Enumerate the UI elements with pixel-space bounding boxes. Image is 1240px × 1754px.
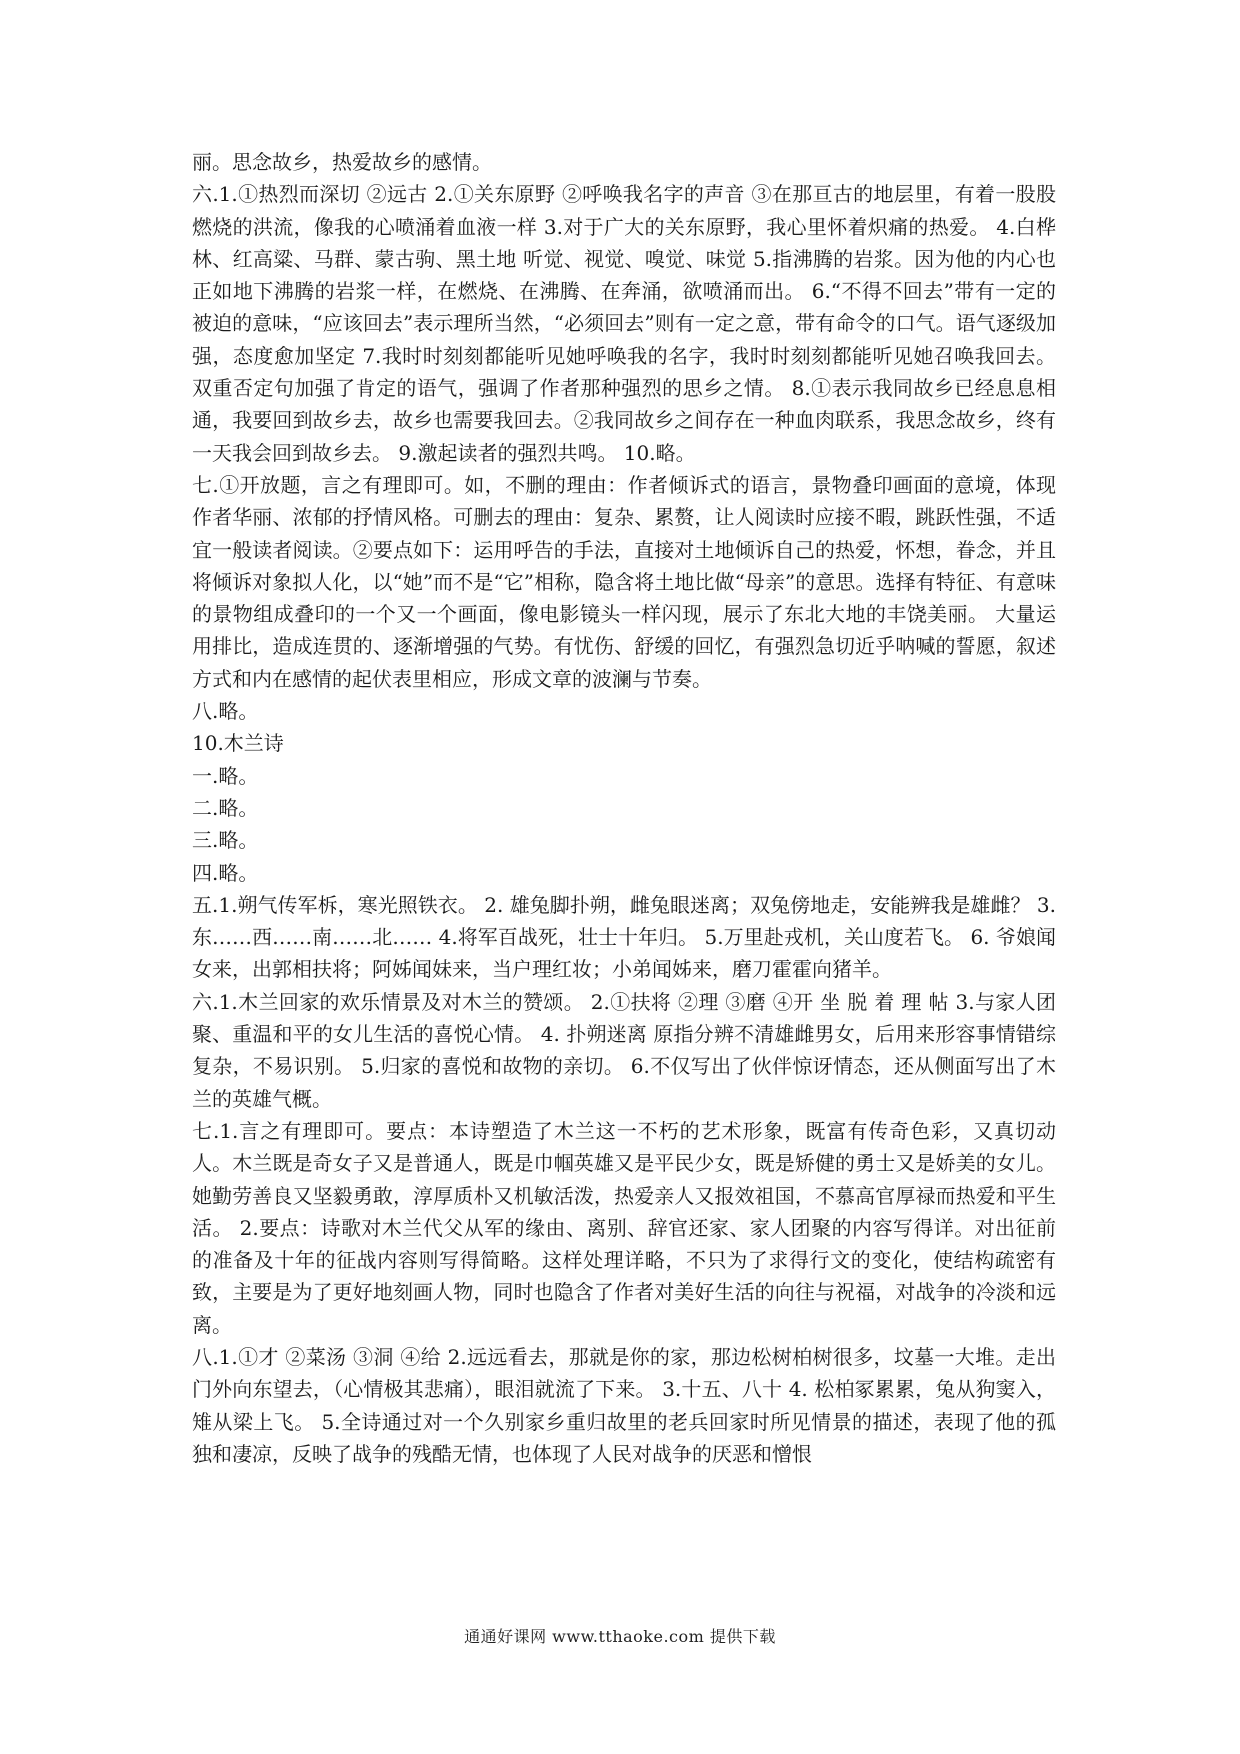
paragraph-mulan-3: 三.略。 xyxy=(192,828,259,853)
paragraph-section-7: 七.①开放题，言之有理即可。如，不删的理由：作者倾诉式的语言，景物叠印画面的意境，体现作者华丽、浓郁的抒情风格。可删去的理由：复杂、累赘，让人阅读时应接不暇，跳跃性强，不适宜一般读者阅读。②要点如下：运用呼告的手法，直接对土地倾诉自己的热爱，怀想，眷念，并且将倾诉对象拟人化，以“她”而不是“它”相称，隐含将土地比做“母亲”的意思。选择有特征、有意味的景物组成叠印的一个又一个画面，像电影镜头一样闪现，展示了东北大地的丰饶美丽。 大量运用排比，造成连贯的、逐渐增强的气势。有忧伤、舒缓的回忆，有强烈急切近乎呐喊的誓愿，叙述方式和内在感情的起伏表里相应，形成文章的波澜与节奏。 xyxy=(192,472,1056,691)
paragraph-mulan-7: 七.1.言之有理即可。要点：本诗塑造了木兰这一不朽的艺术形象，既富有传奇色彩，又真切动人。木兰既是奇女子又是普通人，既是巾帼英雄又是平民少女，既是矫健的勇士又是娇美的女儿。她勤劳善良又坚毅勇敢，淳厚质朴又机敏活泼，热爱亲人又报效祖国，不慕高官厚禄而热爱和平生活。 2.要点：诗歌对木兰代父从军的缘由、离别、辞官还家、家人团聚的内容写得详。对出征前的准备及十年的征战内容则写得简略。这样处理详略，不只为了求得行文的变化，使结构疏密有致，主要是为了更好地刻画人物，同时也隐含了作者对美好生活的向往与祝福，对战争的冷淡和远离。 xyxy=(192,1118,1056,1337)
paragraph-mulan-2: 二.略。 xyxy=(192,795,259,820)
page-footer: 通通好课网 www.tthaoke.com 提供下载 xyxy=(464,1627,776,1646)
lesson-title: 10.木兰诗 xyxy=(192,731,284,756)
paragraph-section-8: 八.略。 xyxy=(192,699,259,724)
page-body xyxy=(192,146,1056,1470)
paragraph-section-6: 六.1.①热烈而深切 ②远古 2.①关东原野 ②呼唤我名字的声音 ③在那亘古的地层里，有着一股股燃烧的洪流，像我的心喷涌着血液一样 3.对于广大的关东原野，我心里怀着炽痛的热爱。 4.白桦林、红高粱、马群、蒙古驹、黑土地 听觉、视觉、嗅觉、味觉 5.指沸腾的岩浆。因为他的内心也正如地下沸腾的岩浆一样，在燃烧、在沸腾、在奔涌，欲喷涌而出。 6.“不得不回去”带有一定的被迫的意味，“应该回去”表示理所当然，“必须回去”则有一定之意，带有命令的口气。语气逐级加强，态度愈加坚定 7.我时时刻刻都能听见她呼唤我的名字，我时时刻刻都能听见她召唤我回去。双重否定句加强了肯定的语气，强调了作者那种强烈的思乡之情。 8.①表示我同故乡已经息息相通，我要回到故乡去，故乡也需要我回去。②我同故乡之间存在一种血肉联系，我思念故乡，终有一天我会回到故乡去。 9.激起读者的强烈共鸣。 10.略。 xyxy=(192,182,1056,465)
paragraph-mulan-5: 五.1.朔气传军柝，寒光照铁衣。 2. 雄兔脚扑朔，雌兔眼迷离；双兔傍地走，安能辨我是雄雌？ 3.东……西……南……北…… 4.将军百战死，壮士十年归。 5.万里赴戎机，关山度若飞。 6. 爷娘闻女来，出郭相扶将；阿姊闻妹来，当户理红妆；小弟闻姊来，磨刀霍霍向猪羊。 xyxy=(192,892,1056,982)
paragraph-mulan-4: 四.略。 xyxy=(192,860,259,885)
paragraph-intro-tail: 丽。思念故乡，热爱故乡的感情。 xyxy=(192,150,492,174)
paragraph-mulan-8: 八.1.①才 ②菜汤 ③洞 ④给 2.远远看去，那就是你的家，那边松树柏树很多，坟墓一大堆。走出门外向东望去，（心情极其悲痛），眼泪就流了下来。 3.十五、八十 4. 松柏冢累累，兔从狗窦入，雉从梁上飞。 5.全诗通过对一个久别家乡重归故里的老兵回家时所见情景的描述，表现了他的孤独和凄凉，反映了战争的残酷无情，也体现了人民对战争的厌恶和憎恨 xyxy=(192,1344,1056,1466)
paragraph-mulan-1: 一.略。 xyxy=(192,763,259,788)
paragraph-mulan-6: 六.1.木兰回家的欢乐情景及对木兰的赞颂。 2.①扶将 ②理 ③磨 ④开 坐 脱 着 理 帖 3.与家人团聚、重温和平的女儿生活的喜悦心情。 4. 扑朔迷离 原指分辨不清雄雌男女，后用来形容事情错综复杂，不易识别。 5.归家的喜悦和故物的亲切。 6.不仅写出了伙伴惊讶情态，还从侧面写出了木兰的英雄气概。 xyxy=(192,989,1056,1111)
